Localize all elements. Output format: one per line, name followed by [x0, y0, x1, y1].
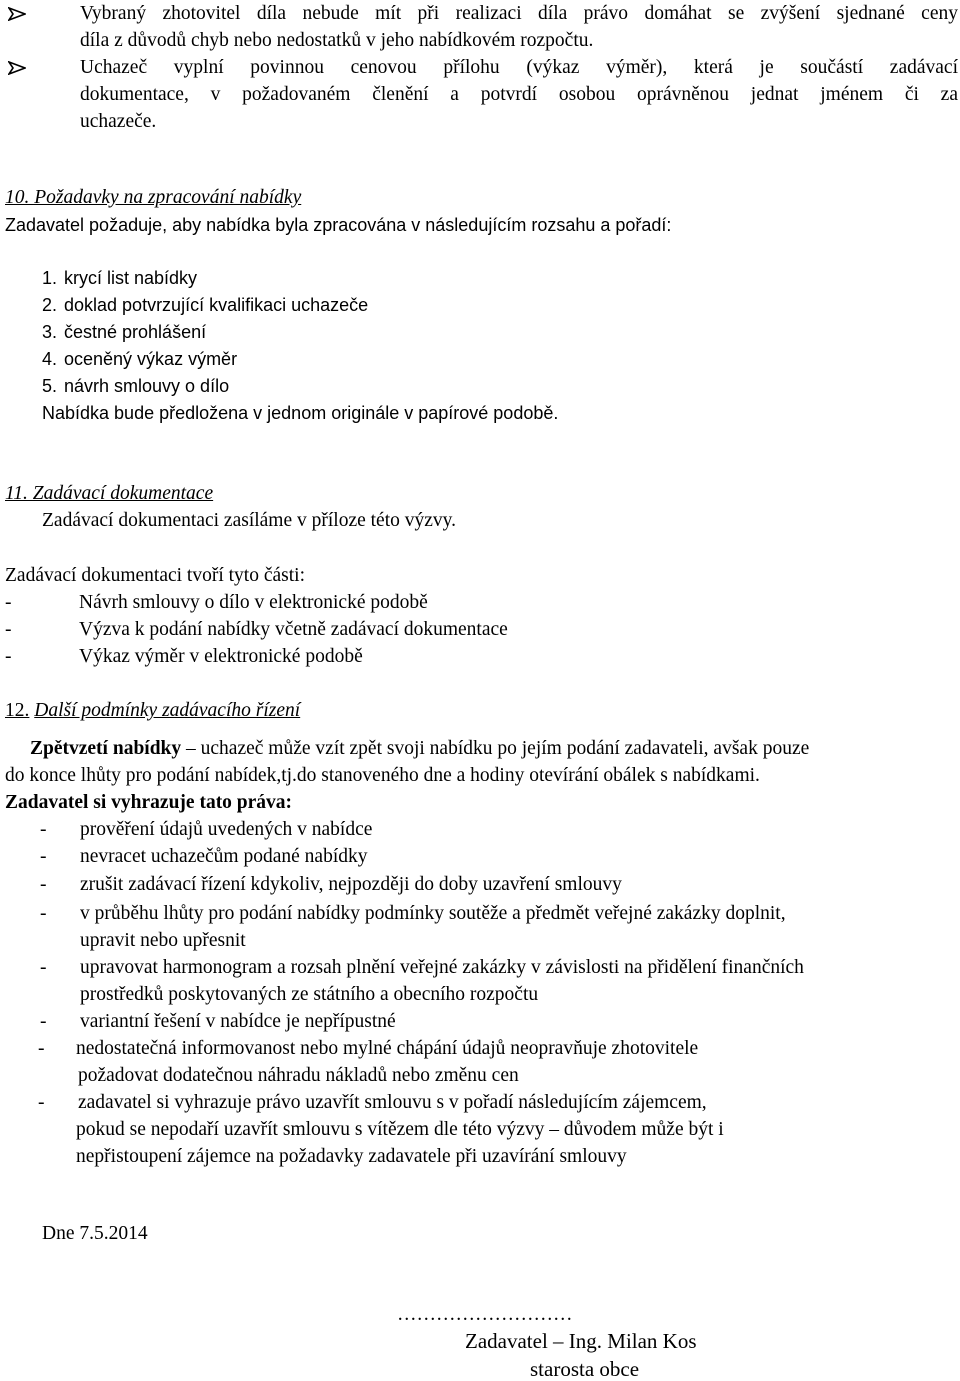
dash-bullet: -	[38, 1038, 45, 1059]
section-10-note: Nabídka bude předložena v jednom originále v papírové podobě.	[42, 403, 559, 423]
arrow-bullet-icon	[8, 7, 26, 21]
signer-name: Zadavatel – Ing. Milan Kos	[465, 1329, 697, 1353]
dash-bullet: -	[40, 874, 47, 895]
list-item-text: Výkaz výměr v elektronické podobě	[79, 646, 363, 667]
list-item	[5, 591, 428, 615]
numbered-item	[42, 320, 206, 344]
section-11-parts-intro: Zadávací dokumentaci tvoří tyto části:	[5, 565, 305, 586]
item-number: 3.	[42, 322, 58, 342]
right-item-continuation: upravit nebo upřesnit	[80, 930, 246, 951]
right-item	[40, 818, 372, 842]
withdraw-text: – uchazeč může vzít zpět svoji nabídku po jejím podání zadavateli, avšak pouze	[181, 738, 810, 759]
section-10-intro: Zadavatel požaduje, aby nabídka byla zpracována v následujícím rozsahu a pořadí:	[5, 215, 672, 235]
list-item-text: Návrh smlouvy o dílo v elektronické podobě	[79, 592, 428, 613]
dash-bullet: -	[5, 646, 12, 667]
withdraw-label: Zpětvzetí nabídky	[30, 738, 182, 759]
item-text: doklad potvrzující kvalifikaci uchazeče	[64, 295, 369, 315]
item-text: návrh smlouvy o dílo	[64, 376, 230, 396]
signature-dots: ………………………	[397, 1304, 573, 1325]
right-text: v průběhu lhůty pro podání nabídky podmínky soutěže a předmět veřejné zakázky doplnit,	[80, 903, 786, 924]
dash-bullet: -	[40, 903, 47, 924]
numbered-item	[42, 266, 197, 290]
numbered-item	[42, 374, 229, 398]
section-12-title-text: Další podmínky zadávacího řízení	[34, 700, 301, 721]
list-item	[5, 645, 363, 669]
right-text: nevracet uchazečům podané nabídky	[80, 846, 368, 867]
bullet-1-line-2: díla z důvodů chyb nebo nedostatků v jeho nabídkovém rozpočtu.	[80, 30, 594, 51]
numbered-item	[42, 347, 237, 371]
right-item-continuation: nepřistoupení zájemce na požadavky zadavatele při uzavírání smlouvy	[76, 1146, 627, 1167]
right-item-continuation: pokud se nepodaří uzavřít smlouvu s vítězem dle této výzvy – důvodem může být i	[76, 1119, 724, 1140]
dash-bullet: -	[40, 846, 47, 867]
bullet-2-line-3: uchazeče.	[80, 111, 157, 132]
withdraw-line-1	[30, 737, 809, 761]
arrow-bullet-icon	[8, 61, 26, 75]
section-12-number: 12.	[5, 700, 30, 721]
bullet-2-line-1: Uchazeč vyplní povinnou cenovou přílohu (výkaz výměr), která je součástí zadávací	[80, 57, 958, 78]
bullet-1-line-1: Vybraný zhotovitel díla nebude mít při realizaci díla právo domáhat se zvýšení sjednané ceny	[80, 3, 958, 24]
right-text: upravovat harmonogram a rozsah plnění veřejné zakázky v závislosti na přidělení finančních	[80, 957, 804, 978]
withdraw-line-2: do konce lhůty pro podání nabídek,tj.do stanoveného dne a hodiny otevírání obálek s nabídkami.	[5, 765, 760, 786]
dash-bullet: -	[40, 1011, 47, 1032]
right-text: prověření údajů uvedených v nabídce	[80, 819, 373, 840]
right-item	[40, 902, 786, 926]
dash-bullet: -	[38, 1092, 45, 1113]
right-item	[40, 845, 367, 869]
date: Dne 7.5.2014	[42, 1223, 148, 1244]
item-number: 4.	[42, 349, 58, 369]
right-item-continuation: požadovat dodatečnou náhradu nákladů nebo změnu cen	[78, 1065, 519, 1086]
item-text: oceněný výkaz výměr	[64, 349, 238, 369]
section-11-sub: Zadávací dokumentaci zasíláme v příloze této výzvy.	[42, 510, 457, 531]
list-item	[5, 618, 508, 642]
item-number: 5.	[42, 376, 58, 396]
list-item-text: Výzva k podání nabídky včetně zadávací dokumentace	[79, 619, 508, 640]
bullet-2-line-2: dokumentace, v požadovaném členění a potvrdí osobou oprávněnou jednat jménem či za	[80, 84, 958, 105]
section-10-title: 10. Požadavky na zpracování nabídky	[5, 187, 302, 208]
right-item	[40, 873, 622, 897]
right-item-continuation: prostředků poskytovaných ze státního a obecního rozpočtu	[80, 984, 539, 1005]
right-item	[38, 1091, 707, 1115]
right-item	[40, 1010, 396, 1034]
section-11-title: 11. Zadávací dokumentace	[5, 483, 214, 504]
item-text: krycí list nabídky	[64, 268, 198, 288]
item-number: 2.	[42, 295, 58, 315]
rights-title: Zadavatel si vyhrazuje tato práva:	[5, 792, 293, 813]
right-item	[38, 1037, 698, 1061]
item-text: čestné prohlášení	[64, 322, 207, 342]
dash-bullet: -	[40, 819, 47, 840]
dash-bullet: -	[5, 592, 12, 613]
right-text: variantní řešení v nabídce je nepřípustné	[80, 1011, 396, 1032]
right-item	[40, 956, 804, 980]
dash-bullet: -	[40, 957, 47, 978]
numbered-item	[42, 293, 368, 317]
right-text: nedostatečná informovanost nebo mylné chápání údajů neopravňuje zhotovitele	[76, 1038, 699, 1059]
item-number: 1.	[42, 268, 58, 288]
section-12-title	[5, 699, 300, 723]
dash-bullet: -	[5, 619, 12, 640]
signer-role: starosta obce	[530, 1357, 640, 1381]
right-text: zrušit zadávací řízení kdykoliv, nejpozději do doby uzavření smlouvy	[80, 874, 622, 895]
right-text: zadavatel si vyhrazuje právo uzavřít smlouvu s v pořadí následujícím zájemcem,	[78, 1092, 707, 1113]
